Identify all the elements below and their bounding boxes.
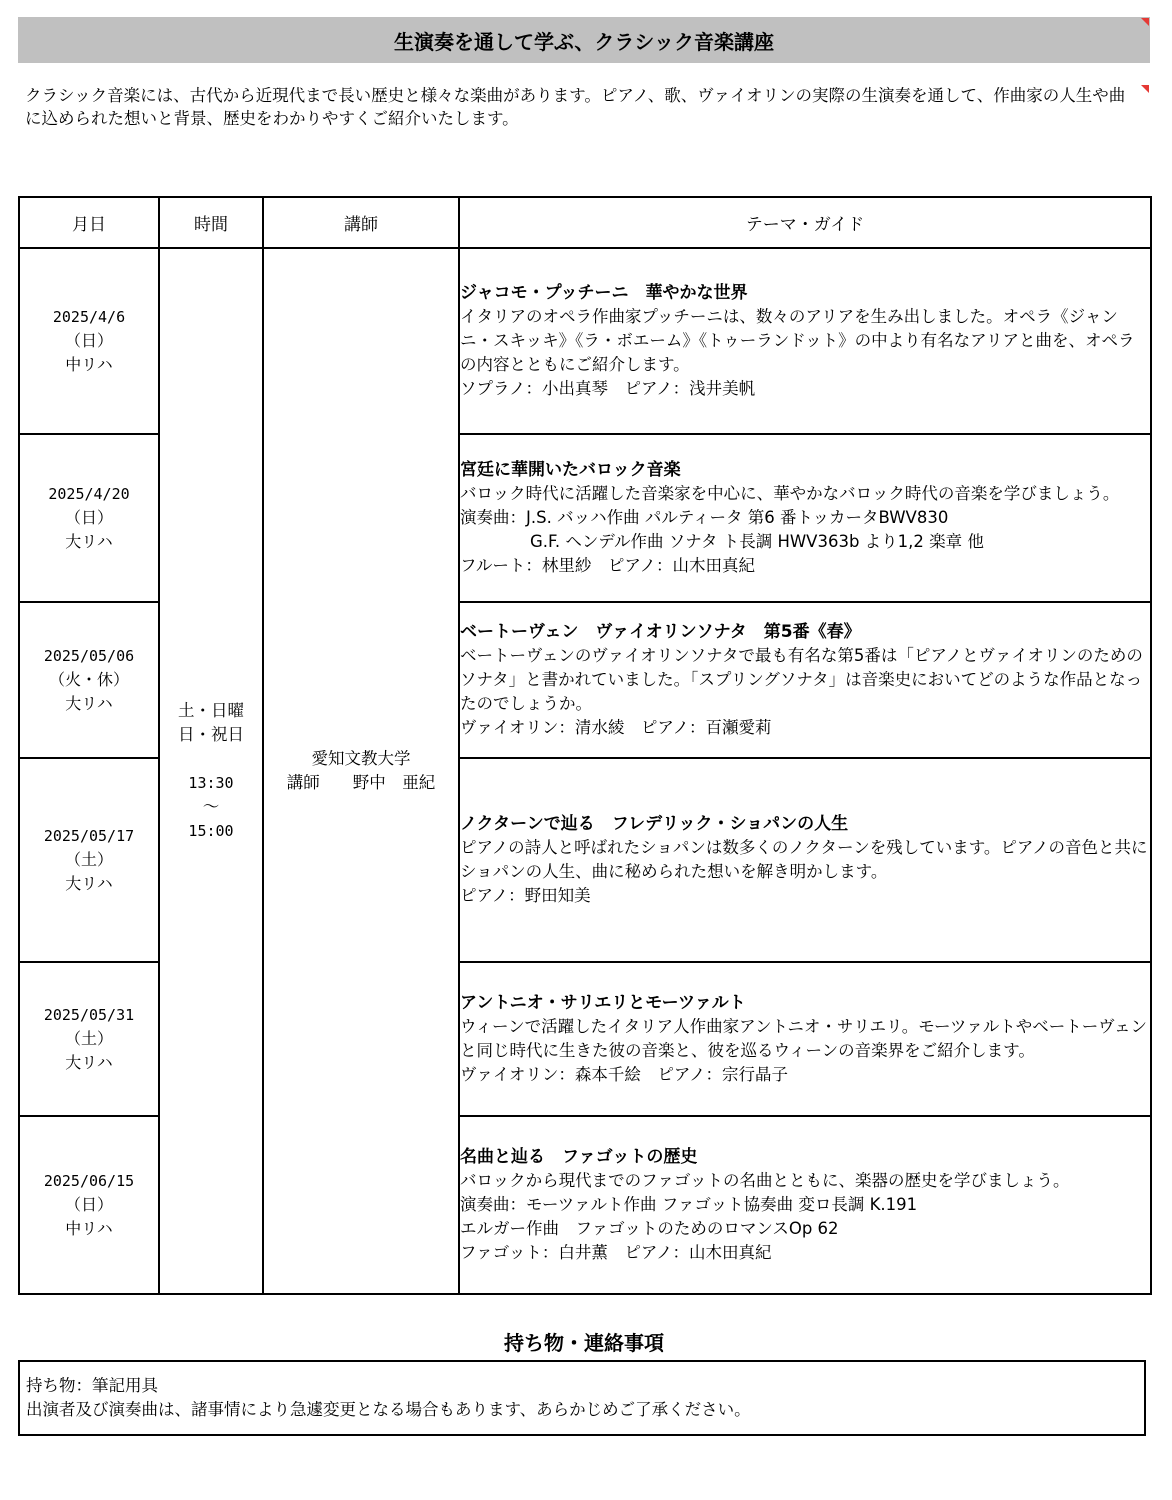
date: 2025/4/6 bbox=[52, 308, 126, 326]
notes-heading: 持ち物・連絡事項 bbox=[504, 1331, 664, 1355]
room: 中リハ bbox=[65, 355, 113, 374]
notes-box bbox=[18, 1360, 1146, 1436]
date-cell bbox=[19, 248, 159, 434]
room: 大リハ bbox=[65, 1053, 113, 1072]
comment-indicator-icon[interactable] bbox=[1141, 85, 1149, 93]
weekday: （土） bbox=[64, 1029, 113, 1048]
weekday: （日） bbox=[64, 331, 113, 350]
date-cell bbox=[19, 434, 159, 602]
schedule-table bbox=[18, 196, 1152, 1295]
header-date: 月日 bbox=[19, 197, 159, 248]
header-time: 時間 bbox=[159, 197, 263, 248]
table-header-row bbox=[19, 197, 1151, 248]
theme-title: ジャコモ・プッチーニ 華やかな世界 bbox=[460, 283, 748, 303]
notes-disclaimer: 出演者及び演奏曲は、諸事情により急遽変更となる場合もあります、あらかじめご了承ください。 bbox=[26, 1400, 751, 1419]
theme-title: 宮廷に華開いたバロック音楽 bbox=[460, 460, 681, 480]
page-title-bar bbox=[18, 17, 1150, 63]
time-cell bbox=[159, 248, 263, 1294]
date: 2025/4/20 bbox=[48, 485, 130, 503]
room: 中リハ bbox=[65, 1219, 113, 1238]
theme-performers: ヴァイオリン：清水綾 ピアノ：百瀬愛莉 bbox=[460, 718, 772, 737]
comment-indicator-icon[interactable] bbox=[1141, 18, 1149, 26]
theme-program: 演奏曲：J.S. バッハ作曲 パルティータ 第6 番トッカータBWV830 bbox=[460, 508, 949, 527]
theme-performers: ソプラノ：小出真琴 ピアノ：浅井美帆 bbox=[460, 379, 756, 398]
theme-cell bbox=[459, 1116, 1151, 1294]
time-days-1: 土・日曜 bbox=[178, 701, 244, 720]
intro-text: クラシック音楽には、古代から近現代まで長い歴史と様々な楽曲があります。ピアノ、歌、ヴァイオリンの実際の生演奏を通して、作曲家の人生や曲に込められた想いと背景、歴史をわかりやすくご紹介いたします。 bbox=[25, 86, 1126, 128]
teacher-affiliation: 愛知文教大学 bbox=[311, 749, 411, 768]
date-cell bbox=[19, 602, 159, 758]
theme-program: エルガー作曲 ファゴットのためのロマンスOp 62 bbox=[460, 1219, 839, 1238]
theme-program: G.F. ヘンデル作曲 ソナタ ト長調 HWV363b より1,2 楽章 他 bbox=[530, 532, 984, 551]
weekday: （日） bbox=[64, 508, 113, 527]
theme-title: ノクターンで辿る フレデリック・ショパンの人生 bbox=[460, 814, 849, 834]
time-start: 13:30 bbox=[188, 774, 234, 792]
time-end: 15:00 bbox=[188, 822, 234, 840]
theme-description: ベートーヴェンのヴァイオリンソナタで最も有名な第5番は「ピアノとヴァイオリンのためのソナタ」と書かれていました。「スプリングソナタ」は音楽史においてどのような作品となったのでしょうか。 bbox=[460, 646, 1143, 713]
theme-performers: フルート：林里紗 ピアノ：山木田真紀 bbox=[460, 556, 756, 575]
theme-cell bbox=[459, 602, 1151, 758]
theme-cell bbox=[459, 758, 1151, 962]
theme-cell bbox=[459, 434, 1151, 602]
teacher-name: 講師 野中 亜紀 bbox=[286, 773, 436, 792]
theme-cell bbox=[459, 248, 1151, 434]
table-row bbox=[19, 248, 1151, 434]
theme-performers: ファゴット：白井薫 ピアノ：山木田真紀 bbox=[460, 1243, 772, 1262]
theme-performers: ピアノ：野田知美 bbox=[460, 886, 591, 905]
theme-description: ピアノの詩人と呼ばれたショパンは数多くのノクターンを残しています。ピアノの音色と共にショパンの人生、曲に秘められた想いを解き明かします。 bbox=[460, 838, 1148, 881]
theme-performers: ヴァイオリン：森本千絵 ピアノ：宗行晶子 bbox=[460, 1065, 789, 1084]
theme-title: 名曲と辿る ファゴットの歴史 bbox=[460, 1147, 698, 1167]
room: 大リハ bbox=[65, 874, 113, 893]
time-tilde: ～ bbox=[202, 797, 220, 816]
date-cell bbox=[19, 758, 159, 962]
date-cell bbox=[19, 962, 159, 1116]
weekday: （土） bbox=[64, 850, 113, 869]
weekday: （火・休） bbox=[48, 670, 129, 689]
theme-description: バロック時代に活躍した音楽家を中心に、華やかなバロック時代の音楽を学びましょう。 bbox=[460, 484, 1120, 503]
date: 2025/05/06 bbox=[43, 647, 135, 665]
notes-items: 持ち物：筆記用具 bbox=[26, 1376, 158, 1395]
date-cell bbox=[19, 1116, 159, 1294]
theme-description: イタリアのオペラ作曲家プッチーニは、数々のアリアを生み出しました。オペラ《ジャンニ・スキッキ》《ラ・ボエーム》《トゥーランドット》の中より有名なアリアと曲を、オペラの内容とともにご紹介します。 bbox=[460, 307, 1135, 374]
header-theme: テーマ・ガイド bbox=[459, 197, 1151, 248]
theme-title: アントニオ・サリエリとモーツァルト bbox=[460, 993, 746, 1013]
time-days-2: 日・祝日 bbox=[178, 725, 244, 744]
date: 2025/06/15 bbox=[43, 1172, 135, 1190]
teacher-cell bbox=[263, 248, 459, 1294]
page-title: 生演奏を通して学ぶ、クラシック音楽講座 bbox=[394, 29, 774, 54]
date: 2025/05/17 bbox=[43, 827, 135, 845]
date: 2025/05/31 bbox=[43, 1006, 135, 1024]
theme-description: バロックから現代までのファゴットの名曲とともに、楽器の歴史を学びましょう。 bbox=[460, 1171, 1070, 1190]
theme-program: 演奏曲：モーツァルト作曲 ファゴット協奏曲 変ロ長調 K.191 bbox=[460, 1195, 918, 1214]
theme-cell bbox=[459, 962, 1151, 1116]
room: 大リハ bbox=[65, 532, 113, 551]
header-teacher: 講師 bbox=[263, 197, 459, 248]
weekday: （日） bbox=[64, 1195, 113, 1214]
room: 大リハ bbox=[65, 694, 113, 713]
theme-title: ベートーヴェン ヴァイオリンソナタ 第5番《春》 bbox=[460, 622, 861, 642]
theme-description: ウィーンで活躍したイタリア人作曲家アントニオ・サリエリ。モーツァルトやベートーヴェンと同じ時代に生きた彼の音楽と、彼を巡るウィーンの音楽界をご紹介します。 bbox=[460, 1017, 1148, 1060]
